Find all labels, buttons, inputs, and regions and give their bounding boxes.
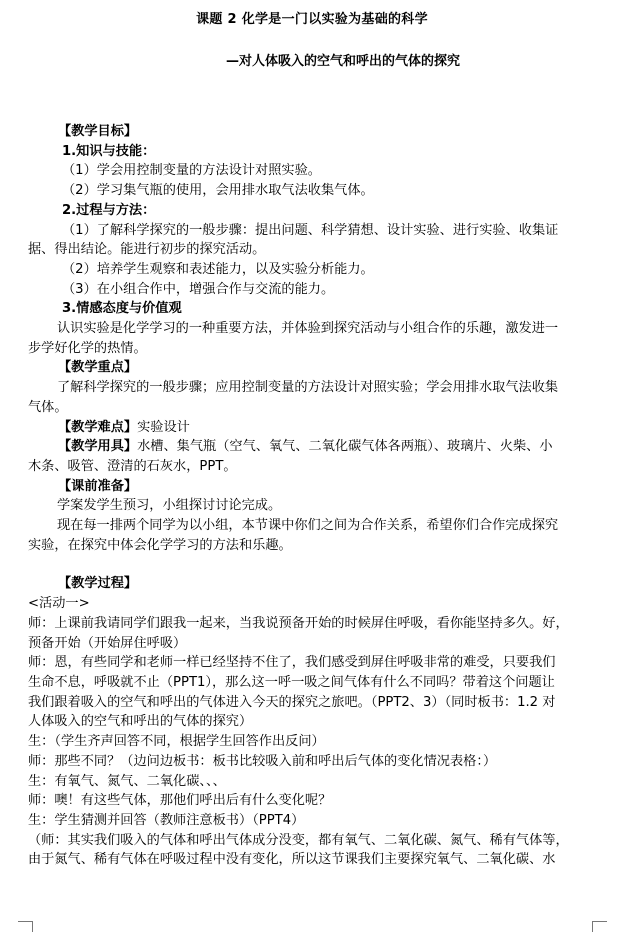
dialogue-line: 师：上课前我请同学们跟我一起来，当我说预备开始的时候屏住呼吸，看你能坚持多久。好， (28, 615, 569, 631)
subheading-knowledge: 1.知识与技能： (62, 143, 156, 159)
difficulty-line (28, 418, 588, 438)
objective-item-cont: 据、得出结论。能进行初步的探究活动。 (28, 242, 266, 258)
paragraph: 认识实验是化学学习的一种重要方法，并体验到探究活动与小组合作的乐趣，激发进一 (57, 321, 559, 337)
difficulty-text: 实验设计 (137, 419, 190, 435)
section-heading-tools: 【教学用具】 (58, 439, 138, 455)
dialogue-line: 人体吸入的空气和呼出的气体的探究） (28, 714, 253, 730)
crop-mark-right (592, 921, 607, 932)
page-subtitle: —对人体吸入的空气和呼出的气体的探究 (226, 54, 461, 69)
subheading-process: 2.过程与方法： (62, 202, 156, 218)
objective-item: （2）学习集气瓶的使用，会用排水取气法收集气体。 (62, 183, 374, 199)
section-heading-objectives: 【教学目标】 (58, 124, 138, 139)
paragraph-cont: 步学好化学的热情。 (28, 340, 147, 356)
dialogue-line: 生：有氧气、氮气、二氧化碳、、、 (28, 773, 226, 789)
dialogue-line: 生：（学生齐声回答不同，根据学生回答作出反问） (28, 734, 325, 750)
dialogue-line: 生：学生猜测并回答（教师注意板书）（PPT4） (28, 812, 305, 828)
activity-label: <活动一> (28, 596, 90, 612)
paragraph: 现在每一排两个同学为以小组，本节课中你们之间为合作关系，希望你们合作完成探究 (57, 518, 559, 534)
dialogue-line: 预备开始（开始屏住呼吸） (28, 635, 187, 651)
page-title: 课题 2 化学是一门以实验为基础的科学 (196, 12, 428, 27)
section-heading-key-points: 【教学重点】 (58, 360, 138, 376)
spacer (28, 555, 588, 574)
objective-item: （1）学会用控制变量的方法设计对照实验。 (62, 163, 321, 179)
section-heading-difficulty: 【教学难点】 (58, 419, 138, 435)
dialogue-line: 生命不息，呼吸就不止（PPT1），那么这一呼一吸之间气体有什么不同吗？带着这个问题让 (28, 674, 555, 690)
dialogue-line: 师：恩，有些同学和老师一样已经坚持不住了，我们感受到屏住呼吸非常的难受，只要我们 (28, 655, 556, 671)
crop-mark-left (18, 921, 33, 932)
section-heading-process: 【教学过程】 (58, 576, 138, 592)
dialogue-line: （师：其实我们吸入的气体和呼出气体成分没变，都有氧气、二氧化碳、氮气、稀有气体等， (28, 832, 569, 848)
document-body (28, 122, 588, 870)
tools-text: 水槽、集气瓶（空气、氧气、二氧化碳气体各两瓶）、玻璃片、火柴、小 (137, 439, 553, 455)
objective-item: （2）培养学生观察和表述能力，以及实验分析能力。 (62, 261, 374, 277)
paragraph-cont: 实验，在探究中体会化学学习的方法和乐趣。 (28, 537, 292, 553)
dialogue-line: 我们跟着吸入的空气和呼出的气体进入今天的探究之旅吧。（PPT2、3）（同时板书：1.2 对 (28, 694, 556, 710)
paragraph: 学案发学生预习，小组探讨讨论完成。 (57, 498, 282, 514)
section-heading-preparation: 【课前准备】 (58, 478, 138, 494)
subheading-attitude: 3.情感态度与价值观 (62, 301, 182, 317)
tools-line (28, 437, 588, 457)
dialogue-line: 师：那些不同？（边问边板书：板书比较吸入前和呼出后气体的变化情况表格：） (28, 753, 497, 769)
paragraph: 了解科学探究的一般步骤；应用控制变量的方法设计对照实验；学会用排水取气法收集 (57, 380, 559, 396)
objective-item: （3）在小组合作中，增强合作与交流的能力。 (62, 281, 335, 297)
dialogue-line: 师：噢！有这些气体，那他们呼出后有什么变化呢？ (28, 793, 332, 809)
paragraph-cont: 木条、吸管、澄清的石灰水，PPT。 (28, 458, 237, 474)
dialogue-line: 由于氮气、稀有气体在呼吸过程中没有变化，所以这节课我们主要探究氧气、二氧化碳、水 (28, 852, 556, 868)
objective-item: （1）了解科学探究的一般步骤：提出问题、科学猜想、设计实验、进行实验、收集证 (62, 222, 559, 238)
paragraph-cont: 气体。 (28, 399, 68, 415)
